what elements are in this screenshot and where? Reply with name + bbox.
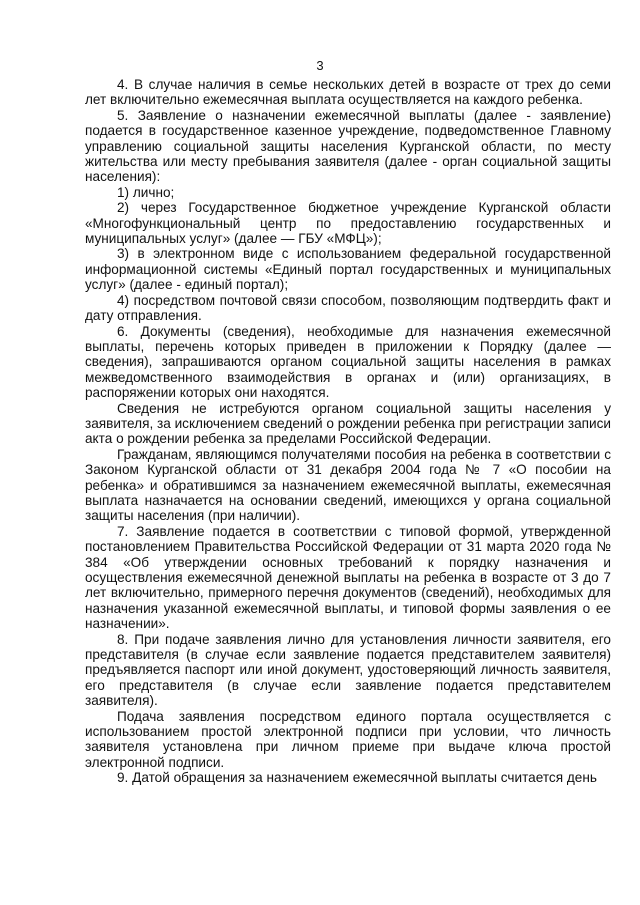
paragraph-information-not-required: Сведения не истребуются органом социальной защиты населения у заявителя, за исключением сведений о рождении ребенка при регистрации записи акта о рождении ребенка за пределами Российской Федерации. bbox=[85, 400, 612, 447]
list-item-mfc: 2) через Государственное бюджетное учреждение Курганской области «Многофункциональный центр по предоставлению государственных и муниципальных услуг» (далее — ГБУ «МФЦ»); bbox=[85, 200, 611, 247]
paragraph-benefit-recipients: Гражданам, являющимся получателями пособия на ребенка в соответствии с Законом Курганской области от 31 декабря 2004 года № 7 «О пособии на ребенка» и обратившимся за назначением ежемесячной выплаты, ежемесячная выплата назначается на основании сведений, имеющихся у органа социальной защиты населения (при наличии). bbox=[85, 446, 611, 524]
list-item-postal: 4) посредством почтовой связи способом, позволяющим подтвердить факт и дату отправления. bbox=[85, 292, 611, 324]
paragraph-7-application-form: 7. Заявление подается в соответствии с типовой формой, утвержденной постановлением Правительства Российской Федерации от 31 марта 2020 года № 384 «Об утверждении основных требований к порядку назначения и осуществления ежемесячной денежной выплаты на ребенка в возрасте от 3 до 7 лет включительно, примерного перечня документов (сведений), необходимых для назначения указанной ежемесячной выплаты, и типовой формы заявления о ее назначении». bbox=[85, 523, 611, 632]
page-number: 3 bbox=[316, 58, 324, 73]
paragraph-9-application-date: 9. Датой обращения за назначением ежемесячной выплаты считается день bbox=[117, 770, 597, 786]
paragraph-8-identity: 8. При подаче заявления лично для установления личности заявителя, его представителя (в случае если заявление подается представителем заявителя) предъявляется паспорт или иной документ, удостоверяющий личность заявителя, его представителя (в случае если заявление подается представителем заявителя). bbox=[85, 631, 611, 709]
list-item-in-person: 1) лично; bbox=[117, 184, 175, 200]
list-item-electronic: 3) в электронном виде с использованием федеральной государственной информационной системы «Единый портал государственных и муниципальных услуг» (далее - единый портал); bbox=[85, 246, 611, 293]
document-body bbox=[85, 77, 611, 786]
paragraph-4-several-children: 4. В случае наличия в семье нескольких детей в возрасте от трех до семи лет включительно ежемесячная выплата осуществляется на каждого ребенка. bbox=[85, 77, 611, 108]
paragraph-5-application-submission: 5. Заявление о назначении ежемесячной выплаты (далее - заявление) подается в государственное казенное учреждение, подведомственное Главному управлению социальной защиты населения Курганской области, по месту жительства или месту пребывания заявителя (далее - орган социальной защиты населения): bbox=[85, 107, 611, 185]
paragraph-6-documents: 6. Документы (сведения), необходимые для назначения ежемесячной выплаты, перечень которых приведен в приложении к Порядку (далее — сведения), запрашиваются органом социальной защиты населения в рамках межведомственного взаимодействия в органах и (или) организациях, в распоряжении которых они находятся. bbox=[85, 323, 611, 401]
paragraph-portal-signature: Подача заявления посредством единого портала осуществляется с использованием простой электронной подписи при условии, что личность заявителя установлена при личном приеме при выдаче ключа простой электронной подписи. bbox=[85, 708, 611, 770]
